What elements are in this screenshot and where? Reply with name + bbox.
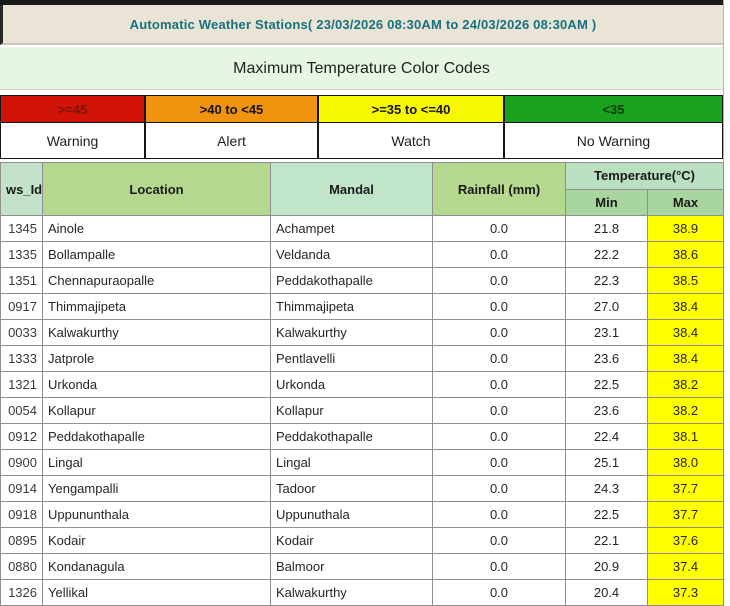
cell-ws-id: 0918: [1, 502, 43, 528]
cell-min-temp: 22.4: [566, 424, 648, 450]
cell-max-temp: 38.2: [648, 372, 724, 398]
legend-label-warning: Warning: [0, 123, 145, 159]
cell-rainfall: 0.0: [433, 502, 566, 528]
cell-rainfall: 0.0: [433, 372, 566, 398]
legend-label-alert: Alert: [145, 123, 318, 159]
cell-location: Kodair: [43, 528, 271, 554]
cell-mandal: Kalwakurthy: [271, 320, 433, 346]
cell-rainfall: 0.0: [433, 580, 566, 606]
cell-location: Lingal: [43, 450, 271, 476]
table-body: [1, 216, 724, 606]
cell-location: Peddakothapalle: [43, 424, 271, 450]
column-header-min: Min: [566, 189, 648, 216]
cell-ws-id: 1321: [1, 372, 43, 398]
cell-mandal: Tadoor: [271, 476, 433, 502]
column-header-temperature: Temperature(°C): [566, 163, 724, 190]
cell-rainfall: 0.0: [433, 424, 566, 450]
column-header-max: Max: [648, 189, 724, 216]
table-row: [1, 320, 724, 346]
cell-location: Chennapuraopalle: [43, 268, 271, 294]
cell-max-temp: 38.9: [648, 216, 724, 242]
cell-min-temp: 22.5: [566, 372, 648, 398]
cell-ws-id: 1345: [1, 216, 43, 242]
cell-min-temp: 20.4: [566, 580, 648, 606]
cell-max-temp: 37.7: [648, 502, 724, 528]
legend-range-warning: >=45: [0, 95, 145, 123]
cell-min-temp: 22.5: [566, 502, 648, 528]
column-header-rainfall: Rainfall (mm): [433, 163, 566, 216]
column-header-location: Location: [43, 163, 271, 216]
cell-location: Yengampalli: [43, 476, 271, 502]
cell-mandal: Peddakothapalle: [271, 424, 433, 450]
weather-stations-table: [0, 162, 724, 606]
cell-location: Yellikal: [43, 580, 271, 606]
cell-ws-id: 0033: [1, 320, 43, 346]
legend-range-alert: >40 to <45: [145, 95, 318, 123]
cell-mandal: Pentlavelli: [271, 346, 433, 372]
cell-ws-id: 1335: [1, 242, 43, 268]
cell-location: Uppununthala: [43, 502, 271, 528]
cell-rainfall: 0.0: [433, 216, 566, 242]
table-row: [1, 294, 724, 320]
column-header-mandal: Mandal: [271, 163, 433, 216]
cell-min-temp: 22.1: [566, 528, 648, 554]
table-header: [1, 163, 724, 216]
cell-location: Bollampalle: [43, 242, 271, 268]
cell-rainfall: 0.0: [433, 294, 566, 320]
cell-min-temp: 23.6: [566, 398, 648, 424]
cell-ws-id: 0917: [1, 294, 43, 320]
cell-rainfall: 0.0: [433, 242, 566, 268]
legend-label-no-warning: No Warning: [504, 123, 723, 159]
cell-mandal: Peddakothapalle: [271, 268, 433, 294]
table-row: [1, 450, 724, 476]
column-header-ws-id: ws_Id: [1, 163, 43, 216]
cell-min-temp: 20.9: [566, 554, 648, 580]
cell-max-temp: 38.6: [648, 242, 724, 268]
cell-rainfall: 0.0: [433, 554, 566, 580]
cell-location: Kollapur: [43, 398, 271, 424]
cell-mandal: Urkonda: [271, 372, 433, 398]
cell-mandal: Kalwakurthy: [271, 580, 433, 606]
temperature-color-legend: [0, 95, 723, 159]
table-row: [1, 346, 724, 372]
app-header-bar: [0, 5, 723, 45]
cell-location: Jatprole: [43, 346, 271, 372]
app-title: Automatic Weather Stations( 23/03/2026 08:30AM to 24/03/2026 08:30AM ): [129, 16, 597, 32]
cell-ws-id: 0880: [1, 554, 43, 580]
cell-max-temp: 38.5: [648, 268, 724, 294]
cell-mandal: Veldanda: [271, 242, 433, 268]
cell-max-temp: 38.2: [648, 398, 724, 424]
legend-range-no-warning: <35: [504, 95, 723, 123]
cell-ws-id: 0054: [1, 398, 43, 424]
cell-rainfall: 0.0: [433, 528, 566, 554]
cell-min-temp: 23.6: [566, 346, 648, 372]
cell-min-temp: 27.0: [566, 294, 648, 320]
cell-max-temp: 37.4: [648, 554, 724, 580]
cell-min-temp: 25.1: [566, 450, 648, 476]
color-codes-title: Maximum Temperature Color Codes: [233, 59, 490, 77]
cell-max-temp: 38.0: [648, 450, 724, 476]
cell-mandal: Kodair: [271, 528, 433, 554]
cell-ws-id: 0900: [1, 450, 43, 476]
cell-max-temp: 37.7: [648, 476, 724, 502]
table-row: [1, 424, 724, 450]
cell-ws-id: 0895: [1, 528, 43, 554]
cell-mandal: Lingal: [271, 450, 433, 476]
cell-ws-id: 1351: [1, 268, 43, 294]
cell-rainfall: 0.0: [433, 320, 566, 346]
cell-max-temp: 37.3: [648, 580, 724, 606]
table-row: [1, 502, 724, 528]
table-row: [1, 216, 724, 242]
cell-location: Ainole: [43, 216, 271, 242]
cell-min-temp: 22.2: [566, 242, 648, 268]
color-codes-title-bar: [0, 47, 723, 90]
cell-location: Urkonda: [43, 372, 271, 398]
legend-label-watch: Watch: [318, 123, 504, 159]
legend-label-row: [0, 123, 723, 159]
cell-max-temp: 38.4: [648, 346, 724, 372]
cell-rainfall: 0.0: [433, 476, 566, 502]
table-row: [1, 476, 724, 502]
table-row: [1, 554, 724, 580]
table-row: [1, 372, 724, 398]
cell-max-temp: 38.4: [648, 294, 724, 320]
cell-mandal: Uppunuthala: [271, 502, 433, 528]
cell-max-temp: 37.6: [648, 528, 724, 554]
cell-rainfall: 0.0: [433, 346, 566, 372]
cell-rainfall: 0.0: [433, 268, 566, 294]
cell-location: Kalwakurthy: [43, 320, 271, 346]
cell-location: Thimmajipeta: [43, 294, 271, 320]
cell-mandal: Balmoor: [271, 554, 433, 580]
cell-min-temp: 24.3: [566, 476, 648, 502]
cell-min-temp: 23.1: [566, 320, 648, 346]
legend-range-watch: >=35 to <=40: [318, 95, 504, 123]
cell-rainfall: 0.0: [433, 450, 566, 476]
cell-mandal: Thimmajipeta: [271, 294, 433, 320]
cell-max-temp: 38.4: [648, 320, 724, 346]
table-row: [1, 242, 724, 268]
cell-ws-id: 1333: [1, 346, 43, 372]
table-row: [1, 398, 724, 424]
cell-min-temp: 22.3: [566, 268, 648, 294]
cell-mandal: Achampet: [271, 216, 433, 242]
table-row: [1, 268, 724, 294]
cell-rainfall: 0.0: [433, 398, 566, 424]
cell-ws-id: 0912: [1, 424, 43, 450]
table-row: [1, 580, 724, 606]
legend-range-row: [0, 95, 723, 123]
cell-location: Kondanagula: [43, 554, 271, 580]
table-row: [1, 528, 724, 554]
cell-ws-id: 0914: [1, 476, 43, 502]
cell-ws-id: 1326: [1, 580, 43, 606]
cell-max-temp: 38.1: [648, 424, 724, 450]
cell-min-temp: 21.8: [566, 216, 648, 242]
cell-mandal: Kollapur: [271, 398, 433, 424]
